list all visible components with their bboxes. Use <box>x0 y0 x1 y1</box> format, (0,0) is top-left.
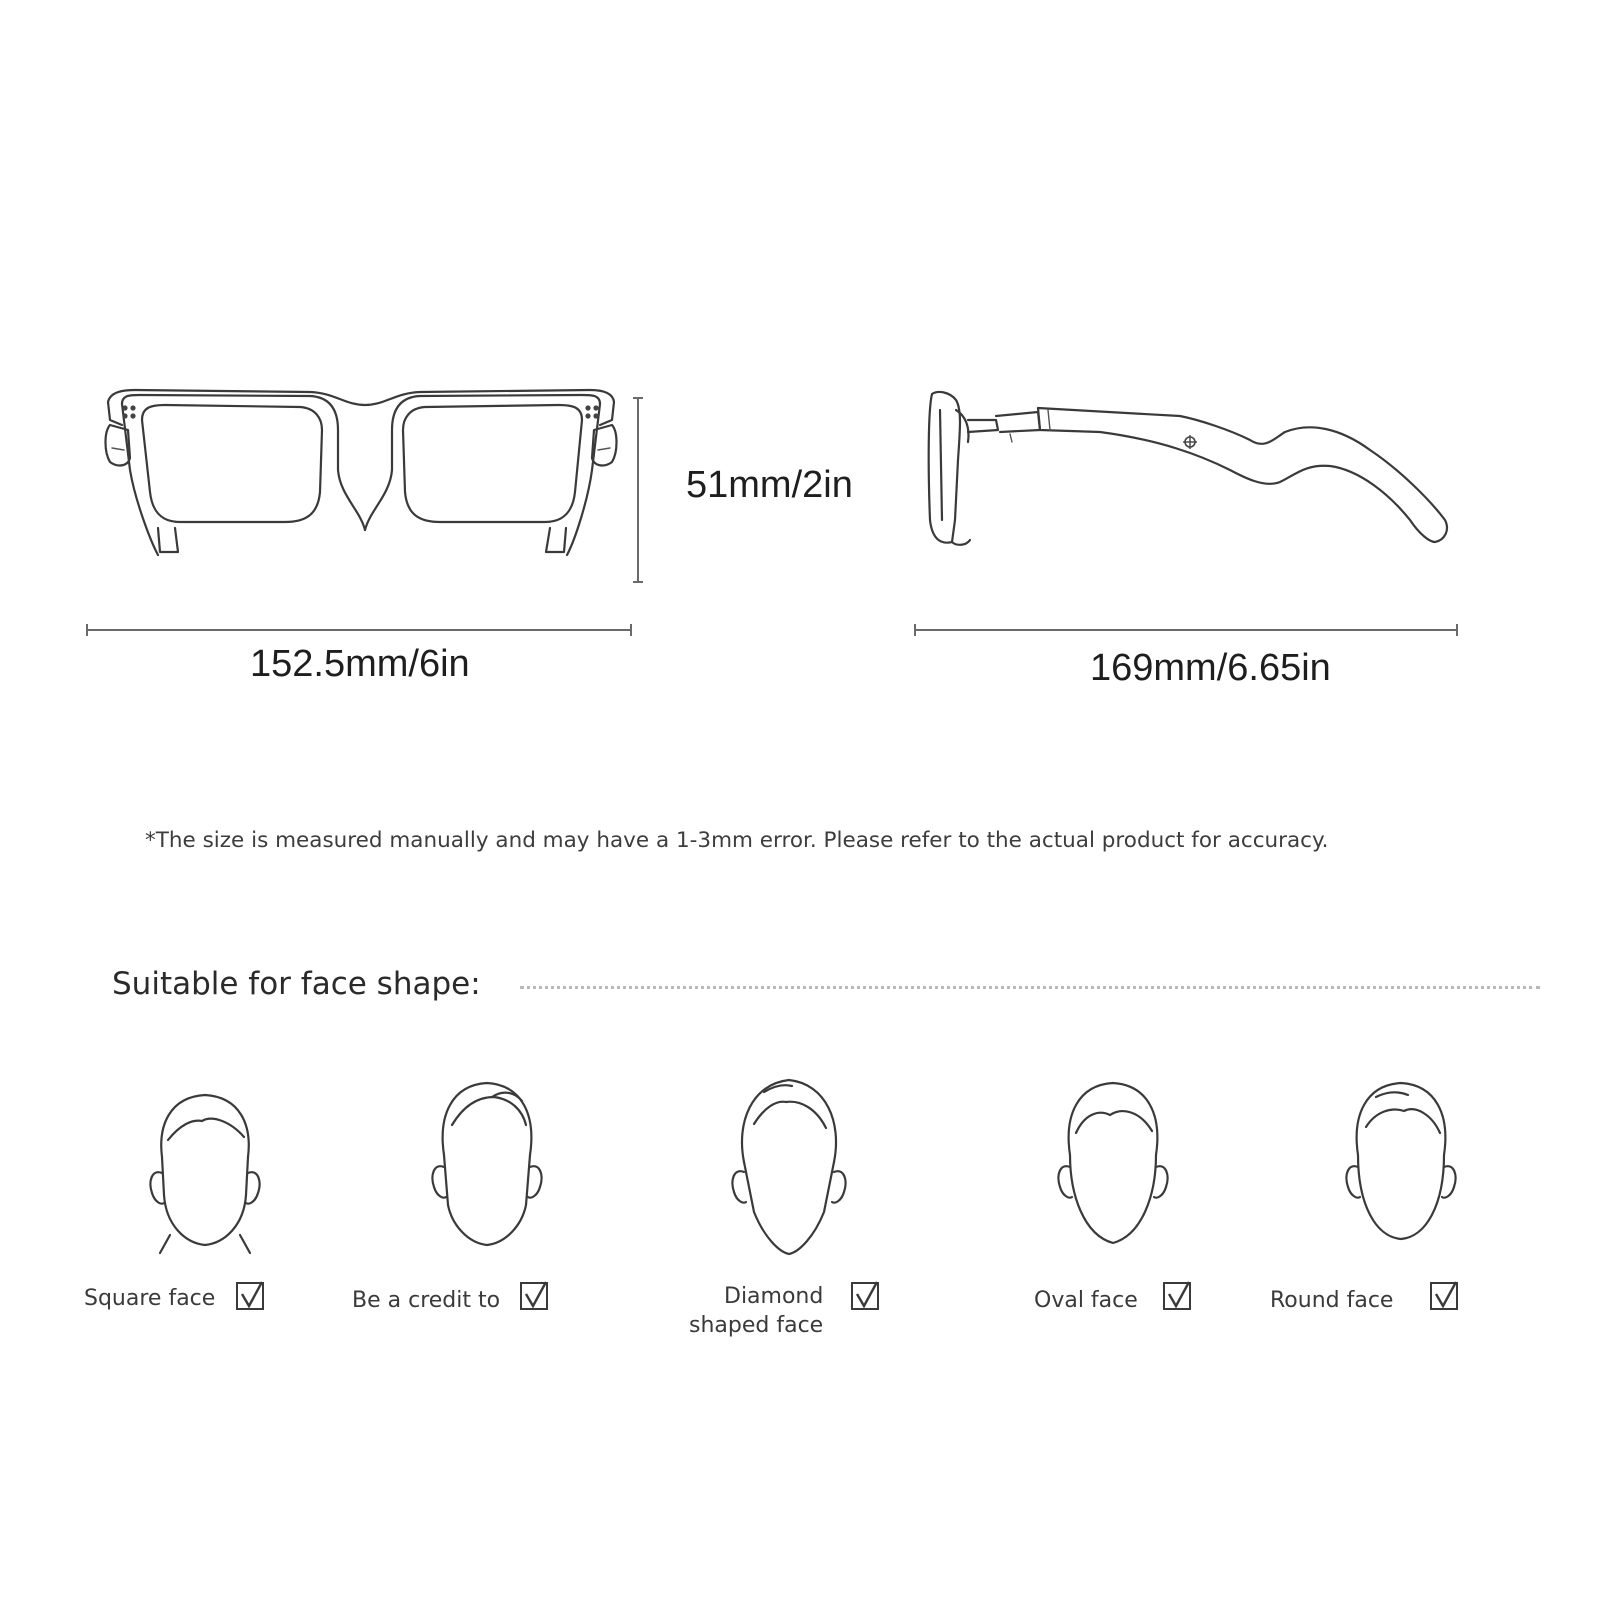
front-width-dimension-label: 152.5mm/6in <box>250 643 470 685</box>
glasses-front-drawing <box>0 0 700 700</box>
logo-icon <box>1183 435 1197 449</box>
face-label-credit: Be a credit to <box>352 1288 501 1313</box>
face-check-square-checkbox <box>236 1282 264 1310</box>
checkmark-icon <box>1163 1278 1195 1312</box>
round-face-illustration <box>1336 1075 1466 1255</box>
temple-length-dimension-line <box>912 620 1460 640</box>
checkmark-icon <box>236 1278 268 1312</box>
face-shape-heading: Suitable for face shape: <box>112 966 481 1002</box>
square-face-illustration <box>140 1085 270 1255</box>
front-width-dimension-line <box>84 620 634 640</box>
face-label-diamond-line2: shaped face <box>689 1313 824 1338</box>
credit-face-illustration <box>422 1075 552 1255</box>
height-dimension-line <box>630 395 646 585</box>
face-check-credit-checkbox <box>520 1282 548 1310</box>
face-label-oval: Oval face <box>1034 1288 1138 1313</box>
checkmark-icon <box>1430 1278 1462 1312</box>
face-label-round: Round face <box>1270 1288 1394 1313</box>
heading-dotted-divider <box>520 986 1540 989</box>
face-check-oval-checkbox <box>1163 1282 1191 1310</box>
measurement-disclaimer: *The size is measured manually and may have a 1-3mm error. Please refer to the actual product for accuracy. <box>145 828 1329 853</box>
face-label-diamond-line1: Diamond <box>724 1284 824 1309</box>
face-check-diamond-checkbox <box>851 1282 879 1310</box>
face-label-square: Square face <box>84 1286 216 1311</box>
glasses-side-drawing <box>900 370 1500 590</box>
diamond-face-illustration <box>724 1072 854 1262</box>
checkmark-icon <box>851 1278 883 1312</box>
height-dimension-label: 51mm/2in <box>686 464 853 506</box>
checkmark-icon <box>520 1278 552 1312</box>
oval-face-illustration <box>1048 1075 1178 1255</box>
face-check-round-checkbox <box>1430 1282 1458 1310</box>
temple-length-dimension-label: 169mm/6.65in <box>1090 647 1331 689</box>
